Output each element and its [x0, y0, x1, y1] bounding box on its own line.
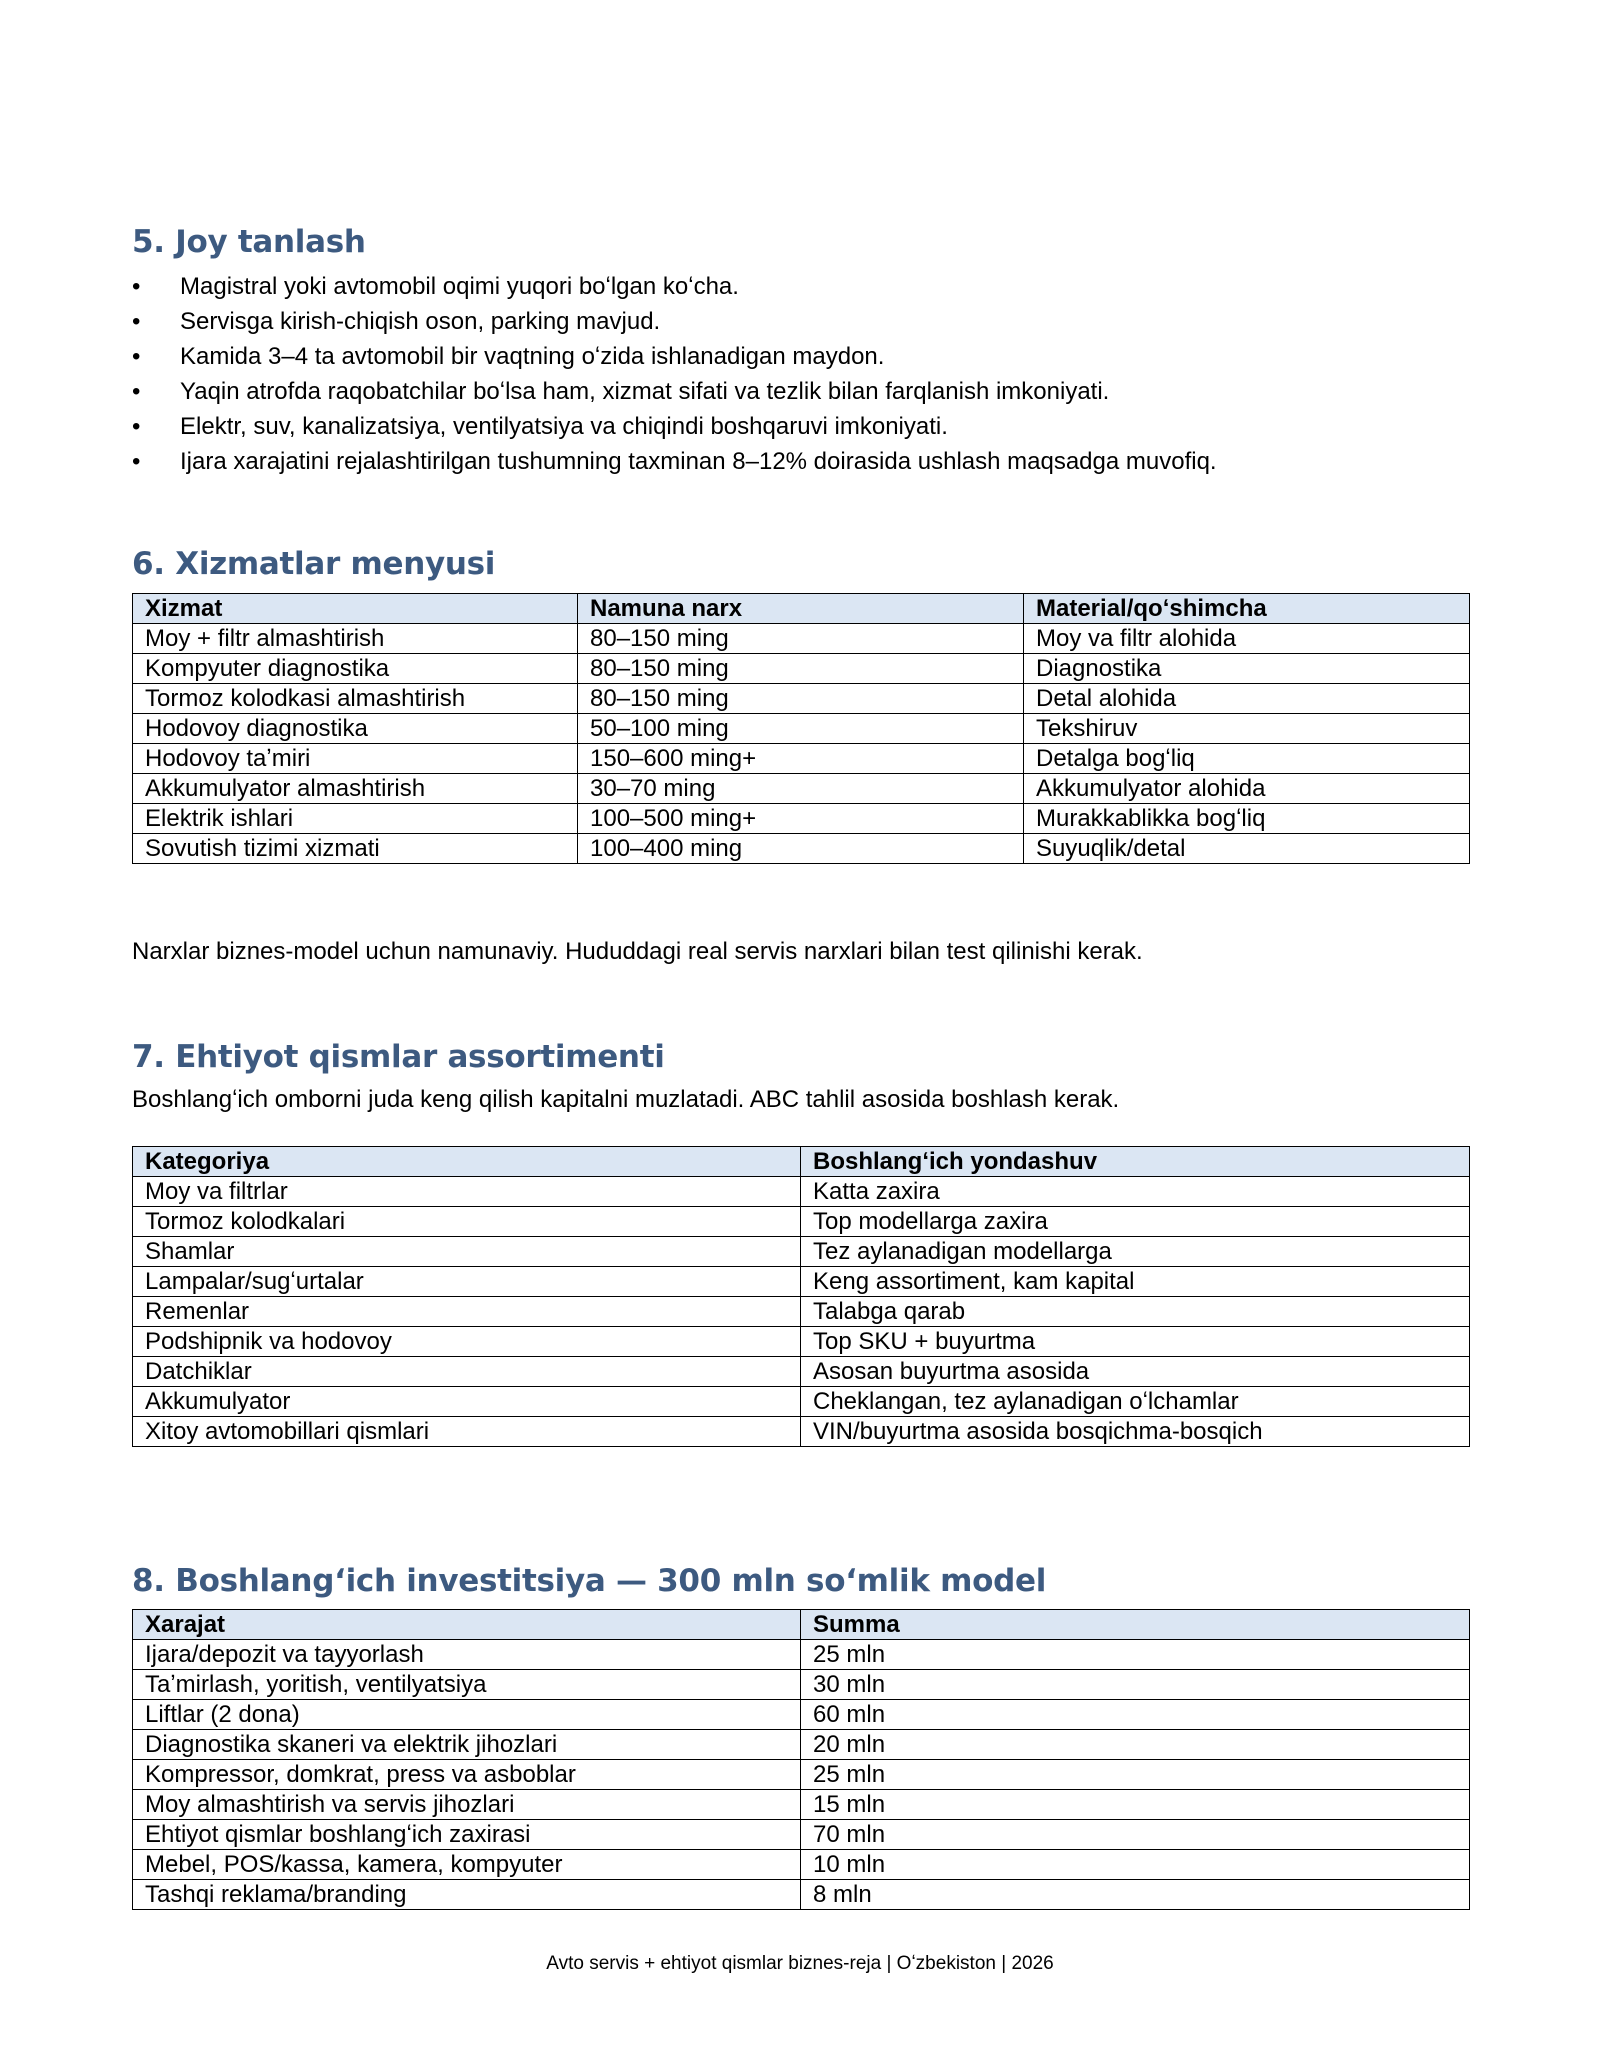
- table-cell: Datchiklar: [133, 1357, 801, 1387]
- table-row: [133, 804, 1470, 834]
- table-row: [133, 744, 1470, 774]
- table-row: [133, 1820, 1470, 1850]
- page-footer: Avto servis + ehtiyot qismlar biznes-reja | Oʻzbekiston | 2026: [546, 1953, 1054, 1974]
- table-cell: 10 mln: [801, 1850, 1470, 1880]
- pricing-note: Narxlar biznes-model uchun namunaviy. Hududdagi real servis narxlari bilan test qilinishi kerak.: [132, 938, 1143, 965]
- table-cell: Remenlar: [133, 1297, 801, 1327]
- list-item: • Servisga kirish-chiqish oson, parking mavjud.: [132, 304, 1468, 339]
- table-cell: Diagnostika: [1024, 654, 1470, 684]
- table-cell: 50–100 ming: [578, 714, 1024, 744]
- table-cell: 80–150 ming: [578, 684, 1024, 714]
- table-row: [133, 774, 1470, 804]
- column-header: Xarajat: [133, 1610, 801, 1640]
- table-cell: Akkumulyator almashtirish: [133, 774, 578, 804]
- table-row: [133, 1880, 1470, 1910]
- table-cell: Detal alohida: [1024, 684, 1470, 714]
- table-cell: Sovutish tizimi xizmati: [133, 834, 578, 864]
- table-cell: 100–400 ming: [578, 834, 1024, 864]
- table-cell: Asosan buyurtma asosida: [801, 1357, 1470, 1387]
- table-row: [133, 1790, 1470, 1820]
- table-cell: Moy va filtr alohida: [1024, 624, 1470, 654]
- table-row: [133, 714, 1470, 744]
- table-cell: Suyuqlik/detal: [1024, 834, 1470, 864]
- list-item: • Ijara xarajatini rejalashtirilgan tushumning taxminan 8–12% doirasida ushlash maqsadga muvofiq.: [132, 444, 1468, 479]
- table-row: [133, 1357, 1470, 1387]
- table-cell: Katta zaxira: [801, 1177, 1470, 1207]
- column-header: Summa: [801, 1610, 1470, 1640]
- column-header: Boshlangʻich yondashuv: [801, 1147, 1470, 1177]
- table-row: [133, 1267, 1470, 1297]
- table-cell: Kompressor, domkrat, press va asboblar: [133, 1760, 801, 1790]
- table-cell: Elektrik ishlari: [133, 804, 578, 834]
- table-header-row: [133, 1610, 1470, 1640]
- table-header-row: [133, 594, 1470, 624]
- table-cell: 8 mln: [801, 1880, 1470, 1910]
- table-cell: 25 mln: [801, 1760, 1470, 1790]
- table-cell: VIN/buyurtma asosida bosqichma-bosqich: [801, 1417, 1470, 1447]
- location-criteria-list: [132, 269, 1468, 479]
- table-cell: 80–150 ming: [578, 624, 1024, 654]
- table-cell: Tekshiruv: [1024, 714, 1470, 744]
- table-cell: Lampalar/sugʻurtalar: [133, 1267, 801, 1297]
- table-row: [133, 1640, 1470, 1670]
- table-cell: Ijara/depozit va tayyorlash: [133, 1640, 801, 1670]
- table-row: [133, 1237, 1470, 1267]
- column-header: Xizmat: [133, 594, 578, 624]
- table-row: [133, 1387, 1470, 1417]
- table-cell: Tez aylanadigan modellarga: [801, 1237, 1470, 1267]
- table-cell: 70 mln: [801, 1820, 1470, 1850]
- table-row: [133, 1670, 1470, 1700]
- table-cell: Top modellarga zaxira: [801, 1207, 1470, 1237]
- table-cell: Detalga bogʻliq: [1024, 744, 1470, 774]
- table-cell: Akkumulyator alohida: [1024, 774, 1470, 804]
- table-cell: Moy + filtr almashtirish: [133, 624, 578, 654]
- table-cell: Akkumulyator: [133, 1387, 801, 1417]
- table-cell: 80–150 ming: [578, 654, 1024, 684]
- list-item: • Magistral yoki avtomobil oqimi yuqori boʻlgan koʻcha.: [132, 269, 1468, 304]
- table-cell: Diagnostika skaneri va elektrik jihozlari: [133, 1730, 801, 1760]
- table-cell: 25 mln: [801, 1640, 1470, 1670]
- table-cell: 30–70 ming: [578, 774, 1024, 804]
- column-header: Kategoriya: [133, 1147, 801, 1177]
- table-cell: 60 mln: [801, 1700, 1470, 1730]
- table-row: [133, 654, 1470, 684]
- investment-table: [132, 1609, 1470, 1910]
- table-cell: Tormoz kolodkasi almashtirish: [133, 684, 578, 714]
- section-5-heading: 5. Joy tanlash: [132, 224, 366, 260]
- table-row: [133, 1297, 1470, 1327]
- table-cell: Tormoz kolodkalari: [133, 1207, 801, 1237]
- table-cell: Liftlar (2 dona): [133, 1700, 801, 1730]
- table-row: [133, 1327, 1470, 1357]
- table-cell: Podshipnik va hodovoy: [133, 1327, 801, 1357]
- table-row: [133, 1700, 1470, 1730]
- column-header: Namuna narx: [578, 594, 1024, 624]
- table-cell: 30 mln: [801, 1670, 1470, 1700]
- table-cell: Moy va filtrlar: [133, 1177, 801, 1207]
- section-6-heading: 6. Xizmatlar menyusi: [132, 546, 496, 582]
- table-cell: 150–600 ming+: [578, 744, 1024, 774]
- table-row: [133, 1207, 1470, 1237]
- list-item: • Yaqin atrofda raqobatchilar boʻlsa ham, xizmat sifati va tezlik bilan farqlanish imkoniyati.: [132, 374, 1468, 409]
- column-header: Material/qoʻshimcha: [1024, 594, 1470, 624]
- table-row: [133, 1850, 1470, 1880]
- table-cell: Xitoy avtomobillari qismlari: [133, 1417, 801, 1447]
- table-cell: Taʼmirlash, yoritish, ventilyatsiya: [133, 1670, 801, 1700]
- table-row: [133, 1730, 1470, 1760]
- section-8-heading: 8. Boshlangʻich investitsiya — 300 mln soʻmlik model: [132, 1563, 1047, 1599]
- table-cell: Cheklangan, tez aylanadigan oʻlchamlar: [801, 1387, 1470, 1417]
- table-cell: Talabga qarab: [801, 1297, 1470, 1327]
- table-row: [133, 1417, 1470, 1447]
- table-cell: 100–500 ming+: [578, 804, 1024, 834]
- table-cell: Kompyuter diagnostika: [133, 654, 578, 684]
- table-cell: Moy almashtirish va servis jihozlari: [133, 1790, 801, 1820]
- table-cell: Hodovoy taʼmiri: [133, 744, 578, 774]
- table-header-row: [133, 1147, 1470, 1177]
- services-table: [132, 593, 1470, 864]
- section-7-heading: 7. Ehtiyot qismlar assortimenti: [132, 1039, 665, 1075]
- table-cell: Tashqi reklama/branding: [133, 1880, 801, 1910]
- table-cell: Ehtiyot qismlar boshlangʻich zaxirasi: [133, 1820, 801, 1850]
- table-row: [133, 624, 1470, 654]
- table-cell: Shamlar: [133, 1237, 801, 1267]
- table-row: [133, 1177, 1470, 1207]
- section-7-intro: Boshlangʻich omborni juda keng qilish kapitalni muzlatadi. ABC tahlil asosida boshlash kerak.: [132, 1086, 1120, 1113]
- parts-assortment-table: [132, 1146, 1470, 1447]
- list-item: • Elektr, suv, kanalizatsiya, ventilyatsiya va chiqindi boshqaruvi imkoniyati.: [132, 409, 1468, 444]
- table-row: [133, 834, 1470, 864]
- table-row: [133, 1760, 1470, 1790]
- table-cell: Hodovoy diagnostika: [133, 714, 578, 744]
- list-item: • Kamida 3–4 ta avtomobil bir vaqtning oʻzida ishlanadigan maydon.: [132, 339, 1468, 374]
- table-cell: Top SKU + buyurtma: [801, 1327, 1470, 1357]
- table-cell: Murakkablikka bogʻliq: [1024, 804, 1470, 834]
- table-cell: 20 mln: [801, 1730, 1470, 1760]
- table-cell: Keng assortiment, kam kapital: [801, 1267, 1470, 1297]
- table-row: [133, 684, 1470, 714]
- table-cell: 15 mln: [801, 1790, 1470, 1820]
- table-cell: Mebel, POS/kassa, kamera, kompyuter: [133, 1850, 801, 1880]
